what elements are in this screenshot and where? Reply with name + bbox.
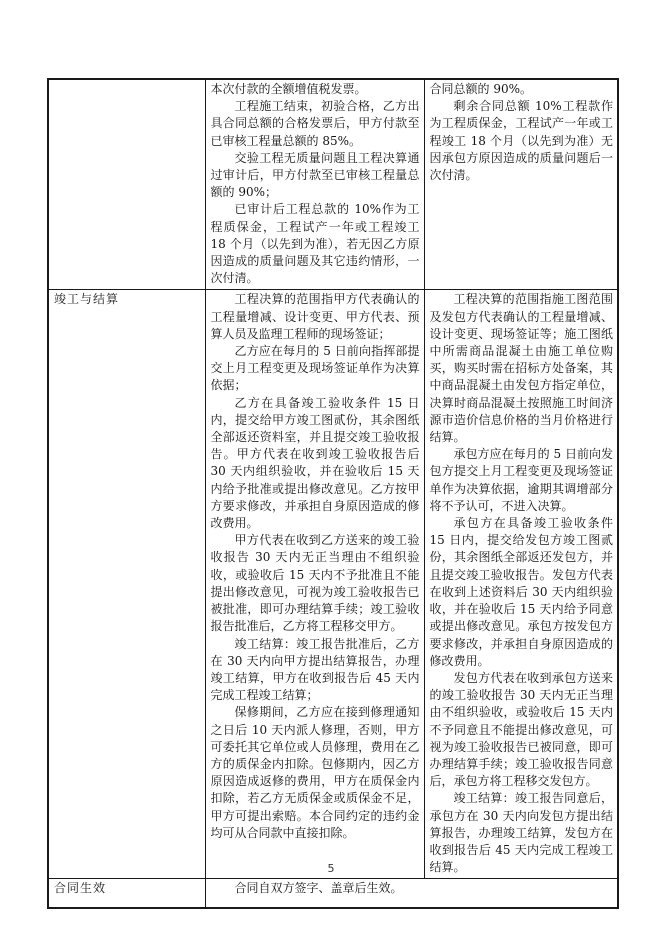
clause-paragraph: 剩余合同总额 10%工程款作为工程质保金，工程试产一年或工程竣工 18 个月（以先到为准）无因承包方原因造成的质量问题后一次付清。 xyxy=(429,99,613,183)
clause-paragraph: 交验工程无质量问题且工程决算通过审计后，甲方付款至已审核工程量总额的 90%； xyxy=(210,150,420,200)
party-a-payment-cell xyxy=(205,79,424,290)
party-b-payment-cell xyxy=(424,79,618,290)
clause-paragraph: 承包方应在每月的 5 日前向发包方提交上月工程变更及现场签证单作为决算依据，逾期其调增部分将不予认可，不进入决算。 xyxy=(429,447,613,513)
clause-paragraph: 工程施工结束，初验合格，乙方出具合同总额的合格发票后，甲方付款至已审核工程量总额的 85%。 xyxy=(210,99,420,148)
row-label-cell-effectiveness: 合同生效 xyxy=(48,879,205,908)
clause-paragraph: 合同总额的 90%。 xyxy=(429,82,532,96)
clause-paragraph: 工程决算的范围指施工图范围及发包方代表确认的工程量增减、设计变更、现场签证等；施工图纸中所需商品混凝土由施工单位购买，购买时需在招标方处备案，其中商品混凝土由发包方指定单位，决算时商品混凝土按照施工时间济源市造价信息价格的当月价格进行结算。 xyxy=(429,292,613,445)
table-row-completion-settlement xyxy=(48,290,618,879)
party-b-settlement-cell xyxy=(424,290,618,879)
table-row-contract-effectiveness xyxy=(48,879,618,908)
clause-paragraph: 甲方代表在收到乙方送来的竣工验收报告 30 天内无正当理由不组织验收，或验收后 15 天内不予批准且不能提出修改意见，可视为竣工验收报告已被批准，即可办理结算手续；竣工验收报告批准后，乙方将工程移交甲方。 xyxy=(210,533,420,634)
clause-paragraph: 发包方代表在收到承包方送来的竣工验收报告 30 天内无正当理由不组织验收，或验收后 15 天内不予同意且不能提出修改意见，可视为竣工验收报告已被同意，即可办理结算手续；竣工验收报告同意后，承包方将工程移交发包方。 xyxy=(429,670,613,789)
table-row-payment xyxy=(48,79,618,290)
clause-paragraph: 承包方在具备竣工验收条件 15 日内，提交给发包方竣工图贰份，其余图纸全部返还发包方，并且提交竣工验收报告。发包方代表在收到上述资料后 30 天内组织验收，并在验收后 15 天内给予同意或提出修改意见。承包方按发包方要求修改，并承担自身原因造成的修改费用。 xyxy=(429,516,613,668)
effectiveness-clause-cell xyxy=(205,879,618,908)
clause-paragraph: 合同自双方签字、盖章后生效。 xyxy=(234,881,403,896)
clause-paragraph: 工程决算的范围指甲方代表确认的工程量增减、设计变更、甲方代表、预算人员及监理工程师的现场签证； xyxy=(210,292,420,341)
contract-terms-table xyxy=(47,78,619,909)
clause-paragraph: 乙方在具备竣工验收条件 15 日内，提交给甲方竣工图贰份，其余图纸全部返还资料室，并且提交竣工验收报告。甲方代表在收到竣工验收报告后 30 天内组织验收，并在验收后 15 天内给予批准或提出修改意见。乙方按甲方要求修改，并承担自身原因造成的修改费用。 xyxy=(210,395,420,531)
clause-paragraph: 竣工结算：竣工报告批准后，乙方在 30 天内向甲方提出结算报告，办理竣工结算，甲方在收到报告后 45 天内完成工程竣工结算； xyxy=(210,636,420,703)
row-label-cell-empty xyxy=(48,79,205,290)
row-label-cell-completion: 竣工与结算 xyxy=(48,290,205,879)
party-a-settlement-cell xyxy=(205,290,424,879)
clause-paragraph: 保修期间，乙方应在接到修理通知之日后 10 天内派人修理，否则，甲方可委托其它单位或人员修理，费用在乙方的质保金内扣除。包修期内，因乙方原因造成返修的费用，甲方在质保金内扣除，若乙方无质保金或质保金不足，甲方可提出索赔。本合同约定的违约金均可从合同款中直接扣除。 xyxy=(210,705,420,840)
clause-paragraph: 竣工结算：竣工报告同意后，承包方在 30 天内向发包方提出结算报告，办理竣工结算，发包方在收到报告后 45 天内完成工程竣工结算。 xyxy=(429,791,613,875)
page-number: 5 xyxy=(327,862,335,875)
clause-paragraph: 已审计后工程总款的 10%作为工程质保金，工程试产一年或工程竣工 18 个月（以先到为准），若无因乙方原因造成的质量问题及其它违约情形，一次付清。 xyxy=(210,202,420,286)
clause-paragraph: 本次付款的全额增值税发票。 xyxy=(210,82,367,96)
clause-paragraph: 乙方应在每月的 5 日前向指挥部提交上月工程变更及现场签证单作为决算依据； xyxy=(210,344,420,393)
